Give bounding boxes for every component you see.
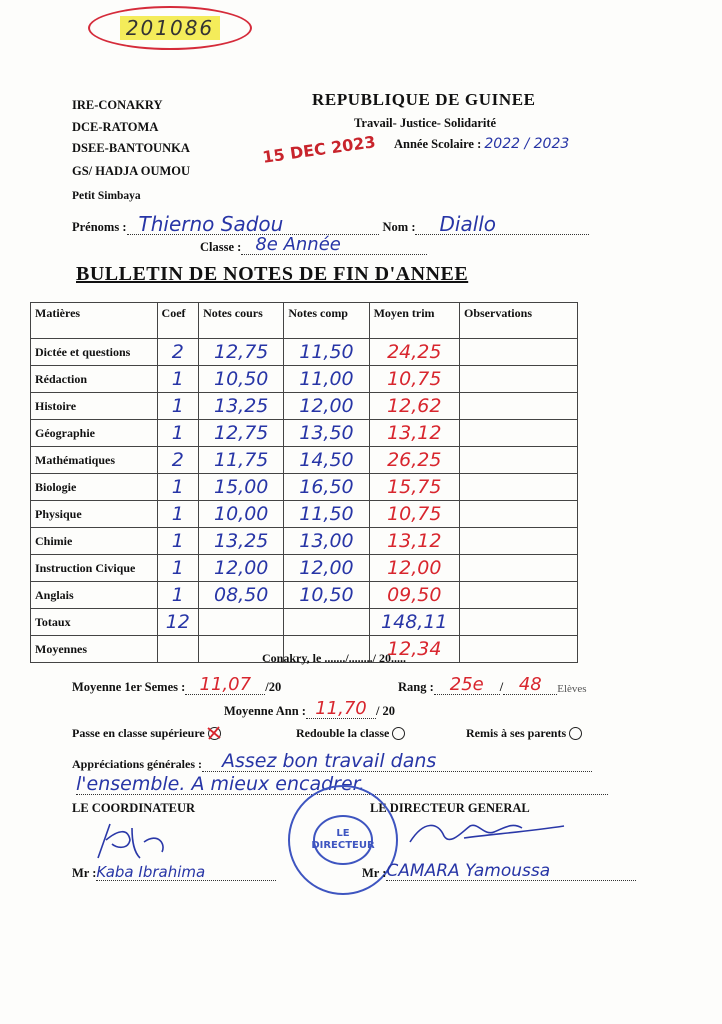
place-date: Conakry, le ......./......../ 20..... bbox=[262, 651, 407, 665]
observation-cell bbox=[459, 609, 577, 636]
moyen-cell: 15,75 bbox=[369, 474, 459, 501]
comp-cell: 11,50 bbox=[284, 501, 369, 528]
rank-row: Rang : 25e / 48 Elèves bbox=[398, 674, 587, 695]
school-year-label: Année Scolaire : bbox=[394, 137, 485, 151]
observation-cell bbox=[459, 420, 577, 447]
table-row bbox=[31, 366, 578, 393]
repeat-checkbox[interactable] bbox=[392, 727, 405, 740]
cours-cell: 12,00 bbox=[199, 555, 284, 582]
director-name-row bbox=[362, 862, 636, 881]
table-row bbox=[31, 555, 578, 582]
director-prefix: Mr : bbox=[362, 866, 387, 880]
decision-repeat bbox=[296, 726, 405, 741]
coordinator-prefix: Mr : bbox=[72, 866, 97, 880]
coordinator-title: LE COORDINATEUR bbox=[72, 801, 196, 815]
moyen-cell: 24,25 bbox=[369, 339, 459, 366]
subject-cell: Rédaction bbox=[31, 366, 158, 393]
coef-cell: 1 bbox=[157, 420, 199, 447]
average-value: 12,34 bbox=[369, 636, 459, 663]
header-left-line-1: IRE-CONAKRY bbox=[72, 98, 163, 112]
comp-cell: 13,00 bbox=[284, 528, 369, 555]
cours-cell: 10,50 bbox=[199, 366, 284, 393]
cours-cell: 12,75 bbox=[199, 420, 284, 447]
moyen-cell: 13,12 bbox=[369, 420, 459, 447]
moyen-cell: 10,75 bbox=[369, 501, 459, 528]
motto: Travail- Justice- Solidarité bbox=[354, 116, 497, 130]
table-row bbox=[31, 447, 578, 474]
moyen-cell: 09,50 bbox=[369, 582, 459, 609]
annual-suffix: / 20 bbox=[375, 704, 396, 718]
header-observations: Observations bbox=[459, 303, 577, 339]
cours-cell: 15,00 bbox=[199, 474, 284, 501]
comp-cell: 10,50 bbox=[284, 582, 369, 609]
check-mark-icon bbox=[206, 725, 222, 741]
bulletin-title: BULLETIN DE NOTES DE FIN D'ANNEE bbox=[76, 263, 469, 285]
table-row bbox=[31, 474, 578, 501]
header-subject: Matières bbox=[31, 303, 158, 339]
table-row bbox=[31, 501, 578, 528]
cours-cell: 08,50 bbox=[199, 582, 284, 609]
first-name-value: Thierno Sadou bbox=[127, 214, 379, 235]
comp-cell: 14,50 bbox=[284, 447, 369, 474]
document-number-badge bbox=[88, 6, 252, 50]
decision-promote-label: Passe en classe supérieure bbox=[72, 726, 205, 740]
semester-row bbox=[72, 676, 281, 695]
class-row bbox=[200, 236, 427, 255]
moyen-cell: 12,62 bbox=[369, 393, 459, 420]
observation-cell bbox=[459, 501, 577, 528]
table-row bbox=[31, 582, 578, 609]
cours-cell: 13,25 bbox=[199, 528, 284, 555]
observation-cell bbox=[459, 393, 577, 420]
table-header-row bbox=[31, 303, 578, 339]
director-title: LE DIRECTEUR GENERAL bbox=[370, 801, 530, 815]
decision-return-label: Remis à ses parents bbox=[466, 726, 567, 740]
appreciation-label: Appréciations générales : bbox=[72, 757, 202, 771]
school-year bbox=[394, 136, 569, 152]
annual-row bbox=[224, 700, 395, 719]
coordinator-name: Kaba Ibrahima bbox=[96, 864, 276, 881]
header-coef: Coef bbox=[157, 303, 199, 339]
subject-cell: Géographie bbox=[31, 420, 158, 447]
cours-cell: 12,75 bbox=[199, 339, 284, 366]
coef-cell: 2 bbox=[157, 339, 199, 366]
decision-repeat-label: Redouble la classe bbox=[296, 726, 390, 740]
return-checkbox[interactable] bbox=[569, 727, 582, 740]
moyen-cell: 13,12 bbox=[369, 528, 459, 555]
observation-cell bbox=[459, 339, 577, 366]
decision-promote bbox=[72, 726, 221, 741]
rank-suffix: Elèves bbox=[557, 683, 587, 695]
observation-cell bbox=[459, 447, 577, 474]
document-number: 201086 bbox=[120, 16, 220, 40]
totals-label: Totaux bbox=[31, 609, 158, 636]
coef-cell: 1 bbox=[157, 393, 199, 420]
header-left-line-4: GS/ HADJA OUMOU bbox=[72, 164, 191, 178]
table-row bbox=[31, 393, 578, 420]
header-left-line-3: DSEE-BANTOUNKA bbox=[72, 141, 190, 155]
class-label: Classe : bbox=[200, 240, 242, 254]
comp-cell: 11,50 bbox=[284, 339, 369, 366]
observation-cell bbox=[459, 582, 577, 609]
totals-row bbox=[31, 609, 578, 636]
observation-cell bbox=[459, 555, 577, 582]
empty-cell bbox=[284, 609, 369, 636]
moyen-cell: 10,75 bbox=[369, 366, 459, 393]
coef-cell: 1 bbox=[157, 474, 199, 501]
promote-checkbox[interactable] bbox=[208, 727, 221, 740]
coef-cell: 2 bbox=[157, 447, 199, 474]
subject-cell: Chimie bbox=[31, 528, 158, 555]
subject-cell: Instruction Civique bbox=[31, 555, 158, 582]
comp-cell: 11,00 bbox=[284, 366, 369, 393]
observation-cell bbox=[459, 366, 577, 393]
subject-cell: Dictée et questions bbox=[31, 339, 158, 366]
empty-cell bbox=[199, 609, 284, 636]
decision-return bbox=[466, 726, 582, 741]
last-name-label: Nom : bbox=[382, 220, 416, 234]
cours-cell: 13,25 bbox=[199, 393, 284, 420]
appreciation-row bbox=[72, 752, 592, 772]
last-name-value: Diallo bbox=[415, 214, 589, 235]
observation-cell bbox=[459, 636, 577, 663]
class-value: 8e Année bbox=[241, 236, 427, 255]
semester-suffix: /20 bbox=[265, 680, 282, 694]
header-notes-comp: Notes comp bbox=[284, 303, 369, 339]
subject-cell: Biologie bbox=[31, 474, 158, 501]
coef-cell: 1 bbox=[157, 501, 199, 528]
director-signature-icon bbox=[404, 812, 574, 852]
header-left-line-5: Petit Simbaya bbox=[72, 190, 141, 202]
comp-cell: 12,00 bbox=[284, 555, 369, 582]
observation-cell bbox=[459, 474, 577, 501]
annual-label: Moyenne Ann : bbox=[224, 704, 306, 718]
country-name: REPUBLIQUE DE GUINEE bbox=[312, 90, 536, 109]
totals-coef: 12 bbox=[157, 609, 199, 636]
director-name: CAMARA Yamoussa bbox=[386, 862, 636, 881]
empty-cell bbox=[157, 636, 199, 663]
semester-label: Moyenne 1er Semes : bbox=[72, 680, 186, 694]
date-stamp: 15 DEC 2023 bbox=[261, 132, 377, 167]
grades-table bbox=[30, 302, 578, 663]
first-name-label: Prénoms : bbox=[72, 220, 127, 234]
table-row bbox=[31, 420, 578, 447]
student-name-row bbox=[72, 214, 592, 235]
coef-cell: 1 bbox=[157, 528, 199, 555]
appreciation-line-1: Assez bon travail dans bbox=[202, 752, 592, 772]
rank-label: Rang : bbox=[398, 680, 434, 694]
header-notes-cours: Notes cours bbox=[199, 303, 284, 339]
coordinator-name-row bbox=[72, 864, 276, 881]
comp-cell: 13,50 bbox=[284, 420, 369, 447]
appreciation-line-2: l'ensemble. A mieux encadrer. bbox=[76, 774, 608, 795]
coordinator-signature-icon bbox=[88, 818, 208, 864]
header-left-line-2: DCE-RATOMA bbox=[72, 120, 159, 134]
school-year-value: 2022 / 2023 bbox=[484, 136, 570, 152]
coef-cell: 1 bbox=[157, 555, 199, 582]
header-moyen-trim: Moyen trim bbox=[369, 303, 459, 339]
moyen-cell: 12,00 bbox=[369, 555, 459, 582]
subject-cell: Mathématiques bbox=[31, 447, 158, 474]
subject-cell: Histoire bbox=[31, 393, 158, 420]
table-row bbox=[31, 339, 578, 366]
subject-cell: Physique bbox=[31, 501, 158, 528]
cours-cell: 10,00 bbox=[199, 501, 284, 528]
comp-cell: 16,50 bbox=[284, 474, 369, 501]
subject-cell: Anglais bbox=[31, 582, 158, 609]
seal-inner bbox=[313, 815, 373, 865]
totals-value: 148,11 bbox=[369, 609, 459, 636]
table-row bbox=[31, 528, 578, 555]
average-label: Moyennes bbox=[31, 636, 158, 663]
rank-total: 48 bbox=[503, 676, 557, 695]
coef-cell: 1 bbox=[157, 366, 199, 393]
rank-value: 25e bbox=[434, 676, 500, 695]
seal-center-text: LE DIRECTEUR bbox=[311, 828, 375, 851]
cours-cell: 11,75 bbox=[199, 447, 284, 474]
annual-value: 11,70 bbox=[306, 700, 376, 719]
observation-cell bbox=[459, 528, 577, 555]
comp-cell: 12,00 bbox=[284, 393, 369, 420]
semester-value: 11,07 bbox=[185, 676, 265, 695]
coef-cell: 1 bbox=[157, 582, 199, 609]
moyen-cell: 26,25 bbox=[369, 447, 459, 474]
